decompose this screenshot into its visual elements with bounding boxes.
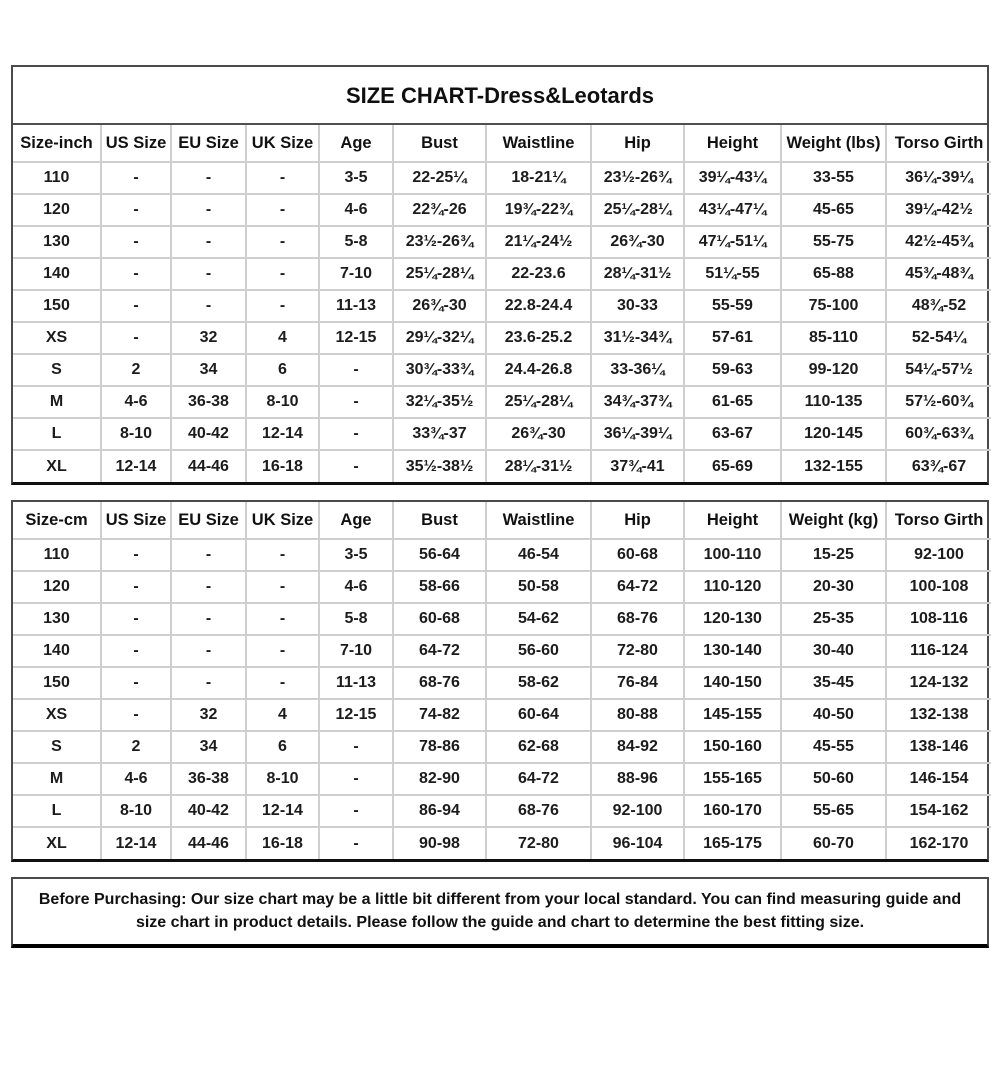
table-cell: 132-138: [886, 699, 991, 731]
table-cell: 12-14: [246, 795, 319, 827]
table-cell: 8-10: [246, 386, 319, 418]
table-cell: 56-60: [486, 635, 591, 667]
table-cell: 72-80: [591, 635, 684, 667]
table-cell: 23½-26¾: [591, 162, 684, 194]
table-cell: -: [319, 450, 393, 482]
table-cell: 21¼-24½: [486, 226, 591, 258]
table-cell: 35½-38½: [393, 450, 486, 482]
header-cell: Weight (lbs): [781, 125, 886, 162]
table-cell: 60-68: [591, 539, 684, 571]
table-cell: 32: [171, 322, 246, 354]
table-cell: 130-140: [684, 635, 781, 667]
table-cell: 86-94: [393, 795, 486, 827]
table-cell: 16-18: [246, 450, 319, 482]
table-row: [13, 386, 991, 418]
table-cell: 100-108: [886, 571, 991, 603]
table-cell: 57-61: [684, 322, 781, 354]
table-cell: -: [246, 571, 319, 603]
table-cell: 6: [246, 354, 319, 386]
table-cell: -: [101, 162, 171, 194]
table-cell: 160-170: [684, 795, 781, 827]
table-cell: 36-38: [171, 763, 246, 795]
table-cell: 45-55: [781, 731, 886, 763]
header-cell: Waistline: [486, 502, 591, 539]
table-cell: 8-10: [246, 763, 319, 795]
header-cell: UK Size: [246, 502, 319, 539]
table-cell: 140-150: [684, 667, 781, 699]
table-cell: -: [246, 226, 319, 258]
table-cell: 22.8-24.4: [486, 290, 591, 322]
table-row: [13, 635, 991, 667]
table-cell: 47¼-51¼: [684, 226, 781, 258]
table-cell: 7-10: [319, 258, 393, 290]
table-cell: 64-72: [486, 763, 591, 795]
table-cell: 58-62: [486, 667, 591, 699]
table-cell: S: [13, 354, 101, 386]
table-cell: 120-130: [684, 603, 781, 635]
table-cell: M: [13, 763, 101, 795]
table-cell: 25¼-28¼: [591, 194, 684, 226]
table-cell: -: [101, 667, 171, 699]
table-cell: 55-59: [684, 290, 781, 322]
table-cell: -: [246, 603, 319, 635]
table-cell: 24.4-26.8: [486, 354, 591, 386]
table-cell: 44-46: [171, 827, 246, 859]
table-cell: 2: [101, 354, 171, 386]
table-cell: 84-92: [591, 731, 684, 763]
table-cell: 43¼-47¼: [684, 194, 781, 226]
table-cell: 145-155: [684, 699, 781, 731]
table-cell: 4: [246, 699, 319, 731]
table-cell: -: [171, 194, 246, 226]
table-cell: 4-6: [101, 763, 171, 795]
table-cell: 4-6: [319, 194, 393, 226]
table-row: [13, 322, 991, 354]
table-cell: 99-120: [781, 354, 886, 386]
table-cell: 37¾-41: [591, 450, 684, 482]
table-row: [13, 699, 991, 731]
table-cell: 162-170: [886, 827, 991, 859]
cm-table-body: [13, 539, 991, 859]
table-cell: 8-10: [101, 418, 171, 450]
table-cell: -: [101, 699, 171, 731]
table-cell: 120-145: [781, 418, 886, 450]
table-cell: 20-30: [781, 571, 886, 603]
table-row: [13, 571, 991, 603]
table-cell: 34¾-37¾: [591, 386, 684, 418]
table-cell: 30-40: [781, 635, 886, 667]
table-cell: L: [13, 795, 101, 827]
table-cell: 32: [171, 699, 246, 731]
table-cell: 26¾-30: [393, 290, 486, 322]
header-cell: Size-inch: [13, 125, 101, 162]
table-cell: -: [171, 162, 246, 194]
table-cell: -: [101, 194, 171, 226]
table-row: [13, 763, 991, 795]
table-cell: 34: [171, 731, 246, 763]
table-cell: 110: [13, 539, 101, 571]
table-cell: 130: [13, 603, 101, 635]
header-cell: Hip: [591, 125, 684, 162]
header-cell: EU Size: [171, 125, 246, 162]
table-cell: 68-76: [591, 603, 684, 635]
table-row: [13, 795, 991, 827]
table-cell: 138-146: [886, 731, 991, 763]
table-cell: 25-35: [781, 603, 886, 635]
table-cell: 60-64: [486, 699, 591, 731]
table-cell: -: [171, 603, 246, 635]
table-cell: 116-124: [886, 635, 991, 667]
table-cell: 22-25¼: [393, 162, 486, 194]
table-cell: 2: [101, 731, 171, 763]
table-row: [13, 290, 991, 322]
table-cell: 12-15: [319, 322, 393, 354]
header-cell: US Size: [101, 125, 171, 162]
table-cell: 85-110: [781, 322, 886, 354]
table-cell: 45¾-48¾: [886, 258, 991, 290]
table-cell: -: [319, 763, 393, 795]
table-cell: -: [246, 635, 319, 667]
table-cell: 12-14: [101, 827, 171, 859]
table-cell: 72-80: [486, 827, 591, 859]
table-cell: -: [171, 226, 246, 258]
purchase-note-text: Before Purchasing: Our size chart may be a little bit different from your local standard. You can find measuring guide and size chart in product details. Please follow the guide and chart to determine the best fitting size.: [38, 891, 962, 932]
table-cell: 78-86: [393, 731, 486, 763]
size-chart-inch-section: [11, 65, 989, 485]
table-cell: 92-100: [591, 795, 684, 827]
header-cell: Height: [684, 125, 781, 162]
table-cell: -: [101, 290, 171, 322]
table-cell: XL: [13, 450, 101, 482]
table-row: [13, 226, 991, 258]
table-cell: 155-165: [684, 763, 781, 795]
table-cell: 11-13: [319, 667, 393, 699]
table-cell: 55-75: [781, 226, 886, 258]
table-cell: -: [171, 635, 246, 667]
table-cell: 146-154: [886, 763, 991, 795]
table-cell: 29¼-32¼: [393, 322, 486, 354]
table-cell: -: [246, 539, 319, 571]
table-cell: 50-60: [781, 763, 886, 795]
table-cell: 36-38: [171, 386, 246, 418]
table-cell: 16-18: [246, 827, 319, 859]
table-cell: 60-70: [781, 827, 886, 859]
table-cell: 52-54¼: [886, 322, 991, 354]
table-cell: 23½-26¾: [393, 226, 486, 258]
table-cell: 64-72: [591, 571, 684, 603]
table-cell: 5-8: [319, 603, 393, 635]
table-cell: 150: [13, 290, 101, 322]
size-chart-cm-section: [11, 500, 989, 862]
table-cell: 3-5: [319, 162, 393, 194]
table-cell: -: [101, 635, 171, 667]
table-cell: 74-82: [393, 699, 486, 731]
table-cell: 31½-34¾: [591, 322, 684, 354]
table-row: [13, 603, 991, 635]
table-cell: S: [13, 731, 101, 763]
table-cell: -: [246, 290, 319, 322]
table-cell: -: [171, 539, 246, 571]
table-cell: 40-42: [171, 795, 246, 827]
size-chart-inch-table: [13, 125, 991, 482]
table-cell: -: [101, 571, 171, 603]
table-cell: 8-10: [101, 795, 171, 827]
table-cell: 33¾-37: [393, 418, 486, 450]
table-cell: 80-88: [591, 699, 684, 731]
table-cell: 154-162: [886, 795, 991, 827]
table-cell: 42½-45¾: [886, 226, 991, 258]
table-cell: 110-120: [684, 571, 781, 603]
table-cell: 3-5: [319, 539, 393, 571]
table-cell: M: [13, 386, 101, 418]
table-cell: 124-132: [886, 667, 991, 699]
page-title: SIZE CHART-Dress&Leotards: [13, 67, 987, 125]
table-row: [13, 258, 991, 290]
table-cell: -: [319, 731, 393, 763]
table-cell: 33-55: [781, 162, 886, 194]
table-row: [13, 667, 991, 699]
table-cell: 76-84: [591, 667, 684, 699]
table-cell: 130: [13, 226, 101, 258]
table-cell: 132-155: [781, 450, 886, 482]
table-cell: 100-110: [684, 539, 781, 571]
table-cell: 140: [13, 635, 101, 667]
table-cell: 64-72: [393, 635, 486, 667]
table-cell: 48¾-52: [886, 290, 991, 322]
table-cell: 4: [246, 322, 319, 354]
table-cell: -: [171, 667, 246, 699]
table-cell: -: [101, 603, 171, 635]
table-cell: 32¼-35½: [393, 386, 486, 418]
table-row: [13, 731, 991, 763]
table-cell: 140: [13, 258, 101, 290]
table-cell: 68-76: [393, 667, 486, 699]
table-cell: 60¾-63¾: [886, 418, 991, 450]
table-cell: 35-45: [781, 667, 886, 699]
table-cell: 40-50: [781, 699, 886, 731]
table-cell: XS: [13, 699, 101, 731]
table-cell: -: [319, 418, 393, 450]
purchase-note-section: [11, 877, 989, 948]
inch-table-body: [13, 162, 991, 482]
table-cell: 59-63: [684, 354, 781, 386]
header-cell: Bust: [393, 502, 486, 539]
header-cell: Age: [319, 125, 393, 162]
table-cell: -: [101, 322, 171, 354]
header-cell: Size-cm: [13, 502, 101, 539]
header-cell: Waistline: [486, 125, 591, 162]
table-cell: 61-65: [684, 386, 781, 418]
table-cell: 165-175: [684, 827, 781, 859]
table-cell: 6: [246, 731, 319, 763]
table-cell: -: [246, 194, 319, 226]
header-cell: Height: [684, 502, 781, 539]
table-cell: 50-58: [486, 571, 591, 603]
table-cell: 45-65: [781, 194, 886, 226]
table-cell: 26¾-30: [486, 418, 591, 450]
table-cell: 36¼-39¼: [886, 162, 991, 194]
table-cell: 34: [171, 354, 246, 386]
table-cell: 39¼-43¼: [684, 162, 781, 194]
table-cell: 60-68: [393, 603, 486, 635]
header-cell: EU Size: [171, 502, 246, 539]
table-cell: 56-64: [393, 539, 486, 571]
cm-header-row: [13, 502, 991, 539]
table-cell: 51¼-55: [684, 258, 781, 290]
table-cell: -: [101, 539, 171, 571]
table-cell: 28¼-31½: [486, 450, 591, 482]
table-cell: 150: [13, 667, 101, 699]
table-cell: 65-88: [781, 258, 886, 290]
table-cell: L: [13, 418, 101, 450]
table-row: [13, 194, 991, 226]
table-cell: 12-15: [319, 699, 393, 731]
size-chart-page: [11, 65, 989, 948]
table-cell: -: [319, 827, 393, 859]
table-cell: 15-25: [781, 539, 886, 571]
table-cell: 22-23.6: [486, 258, 591, 290]
table-cell: -: [319, 386, 393, 418]
table-row: [13, 450, 991, 482]
table-cell: 58-66: [393, 571, 486, 603]
table-row: [13, 162, 991, 194]
inch-header-row: [13, 125, 991, 162]
table-cell: 82-90: [393, 763, 486, 795]
header-cell: Bust: [393, 125, 486, 162]
table-cell: -: [101, 226, 171, 258]
table-cell: -: [319, 354, 393, 386]
table-cell: 62-68: [486, 731, 591, 763]
table-cell: XS: [13, 322, 101, 354]
table-cell: 30¾-33¾: [393, 354, 486, 386]
table-cell: XL: [13, 827, 101, 859]
header-cell: UK Size: [246, 125, 319, 162]
table-cell: 4-6: [101, 386, 171, 418]
table-cell: 65-69: [684, 450, 781, 482]
header-cell: Torso Girth: [886, 125, 991, 162]
table-cell: 150-160: [684, 731, 781, 763]
table-cell: -: [171, 258, 246, 290]
table-cell: 36¼-39¼: [591, 418, 684, 450]
table-cell: 110-135: [781, 386, 886, 418]
table-cell: 55-65: [781, 795, 886, 827]
header-cell: Weight (kg): [781, 502, 886, 539]
table-cell: 7-10: [319, 635, 393, 667]
table-cell: -: [171, 571, 246, 603]
table-cell: 57½-60¾: [886, 386, 991, 418]
table-cell: 26¾-30: [591, 226, 684, 258]
table-cell: 4-6: [319, 571, 393, 603]
table-cell: 12-14: [101, 450, 171, 482]
table-cell: 40-42: [171, 418, 246, 450]
table-cell: -: [171, 290, 246, 322]
table-cell: 39¼-42½: [886, 194, 991, 226]
table-cell: 25¼-28¼: [393, 258, 486, 290]
table-cell: 68-76: [486, 795, 591, 827]
table-cell: 33-36¼: [591, 354, 684, 386]
table-cell: 92-100: [886, 539, 991, 571]
size-chart-cm-table: [13, 502, 991, 859]
table-cell: 88-96: [591, 763, 684, 795]
table-cell: -: [246, 162, 319, 194]
table-cell: 120: [13, 571, 101, 603]
table-cell: 96-104: [591, 827, 684, 859]
table-cell: -: [319, 795, 393, 827]
header-cell: US Size: [101, 502, 171, 539]
header-cell: Age: [319, 502, 393, 539]
table-cell: 44-46: [171, 450, 246, 482]
table-cell: 22¾-26: [393, 194, 486, 226]
table-cell: 28¼-31½: [591, 258, 684, 290]
table-row: [13, 539, 991, 571]
table-cell: 108-116: [886, 603, 991, 635]
table-cell: -: [246, 258, 319, 290]
table-row: [13, 827, 991, 859]
table-cell: -: [246, 667, 319, 699]
table-cell: 54-62: [486, 603, 591, 635]
table-cell: 25¼-28¼: [486, 386, 591, 418]
table-cell: 120: [13, 194, 101, 226]
table-cell: 18-21¼: [486, 162, 591, 194]
table-cell: -: [101, 258, 171, 290]
table-cell: 110: [13, 162, 101, 194]
table-cell: 30-33: [591, 290, 684, 322]
table-cell: 5-8: [319, 226, 393, 258]
table-row: [13, 354, 991, 386]
table-cell: 19¾-22¾: [486, 194, 591, 226]
table-cell: 23.6-25.2: [486, 322, 591, 354]
table-cell: 12-14: [246, 418, 319, 450]
table-cell: 11-13: [319, 290, 393, 322]
header-cell: Torso Girth: [886, 502, 991, 539]
table-cell: 54¼-57½: [886, 354, 991, 386]
table-cell: 75-100: [781, 290, 886, 322]
table-cell: 46-54: [486, 539, 591, 571]
table-cell: 63-67: [684, 418, 781, 450]
table-cell: 63¾-67: [886, 450, 991, 482]
table-cell: 90-98: [393, 827, 486, 859]
header-cell: Hip: [591, 502, 684, 539]
table-row: [13, 418, 991, 450]
